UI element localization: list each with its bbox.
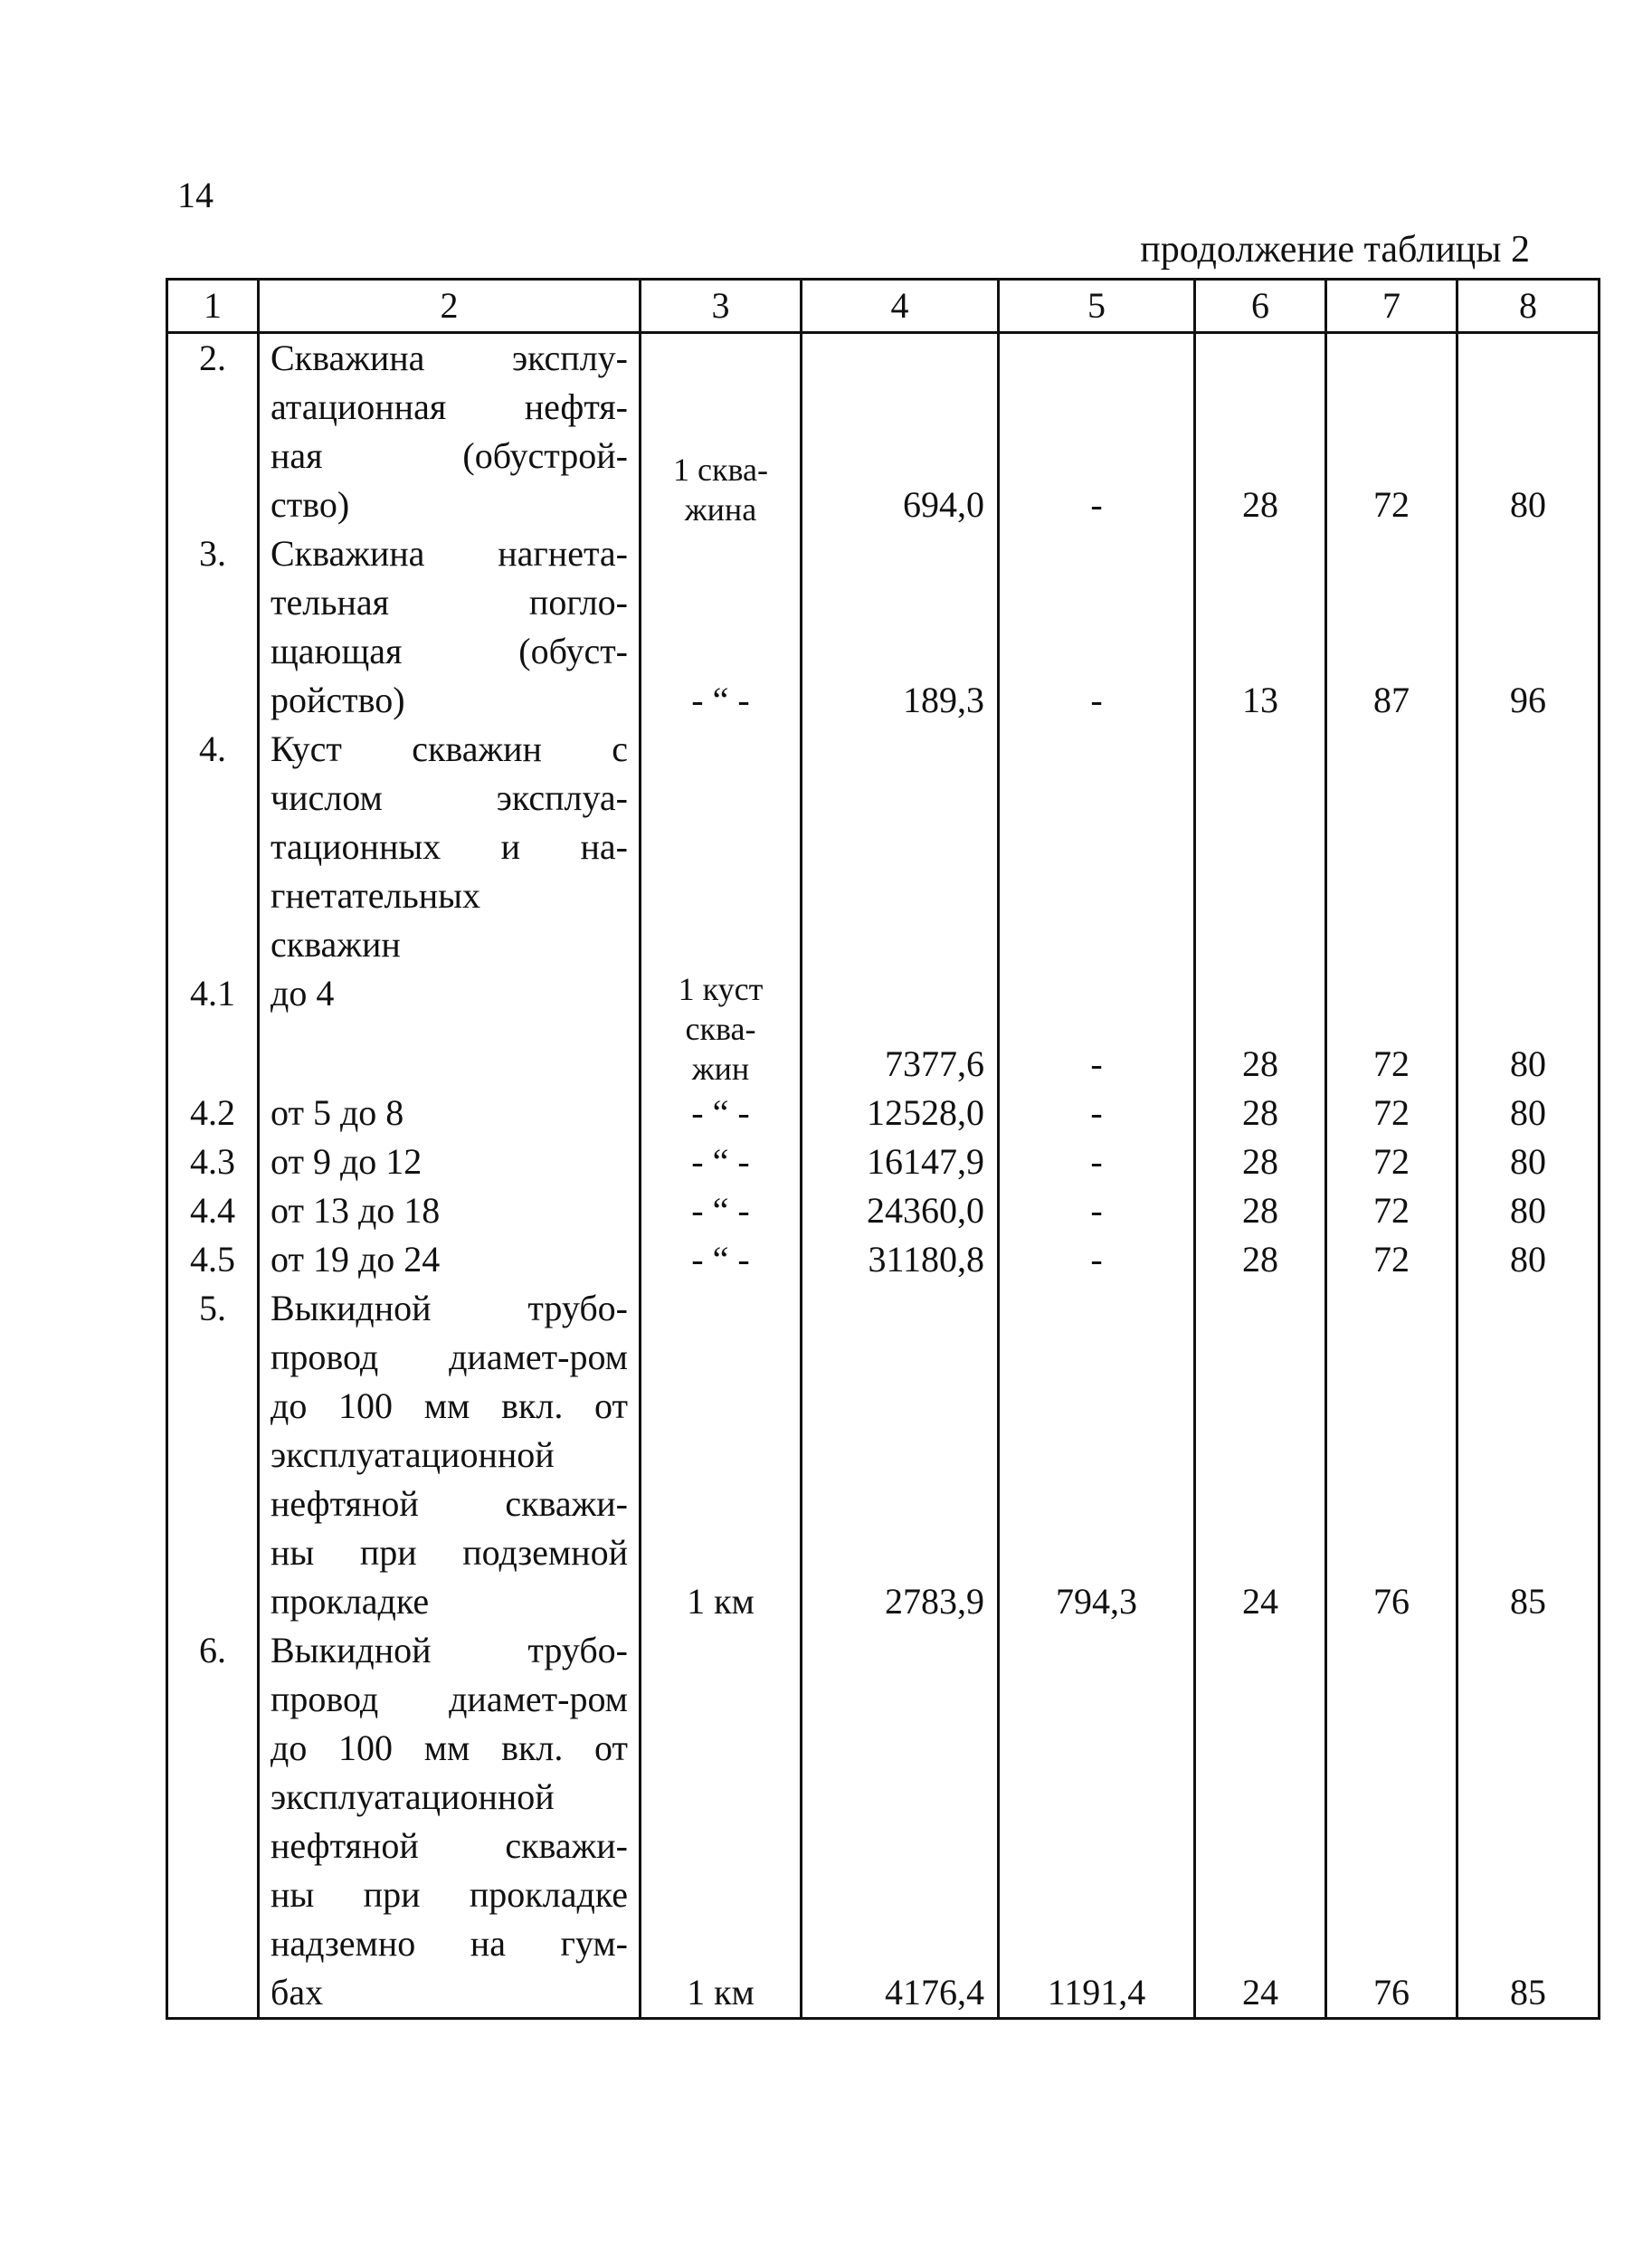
column-header: 3 (641, 280, 802, 333)
table-row (167, 1186, 1600, 1235)
name-line: до 4 (271, 973, 335, 1014)
name-line: ны при подземной (271, 1532, 628, 1573)
name-line: эксплуатационной (271, 1434, 555, 1475)
cell-col-5: - (999, 1089, 1195, 1137)
row-name (259, 529, 641, 725)
cell-col-5: 1191,4 (999, 1626, 1195, 2019)
cell-col-8: 80 (1457, 1235, 1600, 1284)
page-number: 14 (177, 175, 214, 215)
name-line: Скважина нагнета- (271, 533, 628, 574)
unit-line: 1 сква- (673, 452, 768, 488)
row-unit (641, 1089, 802, 1137)
cell-col-8: 85 (1457, 1284, 1600, 1626)
name-line: провод диамет-ром (271, 1337, 628, 1377)
row-number: 5. (167, 1284, 259, 1626)
row-number: 4.5 (167, 1235, 259, 1284)
row-number: 4.4 (167, 1186, 259, 1235)
cell-col-4: 24360,0 (802, 1186, 999, 1235)
cell-col-5 (999, 725, 1195, 969)
row-unit (641, 725, 802, 969)
table-row (167, 529, 1600, 725)
unit-line: - “ - (691, 1141, 750, 1182)
cell-col-5: - (999, 1137, 1195, 1186)
name-line: тационных и на- (271, 826, 628, 867)
cell-col-5: - (999, 969, 1195, 1089)
name-line: провод диамет-ром (271, 1679, 628, 1719)
unit-line: 1 куст (678, 971, 764, 1007)
unit-line: - “ - (691, 1092, 750, 1133)
cell-col-6 (1195, 725, 1326, 969)
cell-col-7 (1326, 725, 1457, 969)
name-line: эксплуатационной (271, 1776, 555, 1817)
cell-col-4: 694,0 (802, 333, 999, 530)
row-name (259, 969, 641, 1089)
header-row (167, 280, 1600, 333)
name-line: до 100 мм вкл. от (271, 1385, 628, 1426)
cell-col-7: 72 (1326, 1137, 1457, 1186)
name-line: надземно на гум- (271, 1923, 628, 1964)
cell-col-8 (1457, 725, 1600, 969)
cell-col-8: 80 (1457, 1089, 1600, 1137)
row-unit (641, 1626, 802, 2019)
name-line: от 19 до 24 (271, 1239, 441, 1280)
cell-col-6: 28 (1195, 333, 1326, 530)
unit-line: 1 км (687, 1581, 755, 1622)
name-line: от 13 до 18 (271, 1190, 441, 1231)
column-header: 7 (1326, 280, 1457, 333)
name-line: атационная нефтя- (271, 386, 628, 427)
table-row (167, 1137, 1600, 1186)
name-line: числом эксплуа- (271, 777, 628, 818)
row-unit (641, 1235, 802, 1284)
name-line: гнетательных (271, 875, 480, 916)
row-name (259, 333, 641, 530)
cell-col-8: 80 (1457, 969, 1600, 1089)
table-row (167, 1235, 1600, 1284)
name-line: прокладке (271, 1581, 430, 1622)
name-line: бах (271, 1972, 324, 2013)
name-line: ная (обустрой- (271, 435, 628, 476)
unit-line: жин (691, 1051, 750, 1087)
table-row (167, 1089, 1600, 1137)
cell-col-7: 72 (1326, 333, 1457, 530)
name-line: тельная погло- (271, 582, 628, 623)
table-caption: продолжение таблицы 2 (1140, 229, 1530, 271)
row-unit (641, 529, 802, 725)
table-row (167, 725, 1600, 969)
cell-col-6: 24 (1195, 1626, 1326, 2019)
table-row (167, 333, 1600, 530)
name-line: от 9 до 12 (271, 1141, 422, 1182)
name-line: нефтяной скважи- (271, 1825, 628, 1866)
column-header: 4 (802, 280, 999, 333)
table-row (167, 1284, 1600, 1626)
cell-col-4: 31180,8 (802, 1235, 999, 1284)
column-header: 2 (259, 280, 641, 333)
name-line: ство) (271, 484, 350, 525)
name-line: ны при прокладке (271, 1874, 628, 1915)
cell-col-7: 87 (1326, 529, 1457, 725)
column-header: 5 (999, 280, 1195, 333)
cell-col-4: 189,3 (802, 529, 999, 725)
cell-col-8: 80 (1457, 1137, 1600, 1186)
unit-line: сква- (685, 1011, 756, 1047)
row-name (259, 1626, 641, 2019)
cell-col-6: 28 (1195, 1137, 1326, 1186)
cell-col-5: - (999, 333, 1195, 530)
row-unit (641, 969, 802, 1089)
row-unit (641, 333, 802, 530)
row-unit (641, 1137, 802, 1186)
cell-col-4: 16147,9 (802, 1137, 999, 1186)
cell-col-5: 794,3 (999, 1284, 1195, 1626)
cell-col-7: 72 (1326, 1186, 1457, 1235)
row-number: 3. (167, 529, 259, 725)
cell-col-4: 4176,4 (802, 1626, 999, 2019)
cell-col-7: 76 (1326, 1284, 1457, 1626)
row-unit (641, 1186, 802, 1235)
name-line: Выкидной трубо- (271, 1630, 628, 1670)
row-number: 4.1 (167, 969, 259, 1089)
cell-col-6: 28 (1195, 1089, 1326, 1137)
unit-line: - “ - (691, 1239, 750, 1280)
row-name (259, 1089, 641, 1137)
name-line: до 100 мм вкл. от (271, 1727, 628, 1768)
cell-col-8: 85 (1457, 1626, 1600, 2019)
row-name (259, 725, 641, 969)
unit-line: - “ - (691, 680, 750, 720)
cell-col-5: - (999, 529, 1195, 725)
cell-col-7: 72 (1326, 1089, 1457, 1137)
name-line: Скважина эксплу- (271, 338, 628, 378)
column-header: 1 (167, 280, 259, 333)
column-header: 6 (1195, 280, 1326, 333)
row-name (259, 1284, 641, 1626)
column-header: 8 (1457, 280, 1600, 333)
cell-col-5: - (999, 1186, 1195, 1235)
cell-col-4: 7377,6 (802, 969, 999, 1089)
row-name (259, 1186, 641, 1235)
data-table (166, 278, 1600, 2020)
cell-col-8: 80 (1457, 1186, 1600, 1235)
table-row (167, 969, 1600, 1089)
row-number: 4.2 (167, 1089, 259, 1137)
cell-col-5: - (999, 1235, 1195, 1284)
row-number: 4. (167, 725, 259, 969)
name-line: нефтяной скважи- (271, 1483, 628, 1524)
row-number: 2. (167, 333, 259, 530)
cell-col-8: 96 (1457, 529, 1600, 725)
name-line: от 5 до 8 (271, 1092, 404, 1133)
table-row (167, 1626, 1600, 2019)
cell-col-4: 12528,0 (802, 1089, 999, 1137)
row-name (259, 1235, 641, 1284)
cell-col-4: 2783,9 (802, 1284, 999, 1626)
name-line: скважин (271, 924, 401, 965)
name-line: Выкидной трубо- (271, 1288, 628, 1328)
unit-line: - “ - (691, 1190, 750, 1231)
cell-col-6: 24 (1195, 1284, 1326, 1626)
cell-col-7: 76 (1326, 1626, 1457, 2019)
unit-line: 1 км (687, 1972, 755, 2013)
cell-col-6: 28 (1195, 1186, 1326, 1235)
name-line: Куст скважин с (271, 728, 628, 769)
row-unit (641, 1284, 802, 1626)
cell-col-7: 72 (1326, 969, 1457, 1089)
cell-col-7: 72 (1326, 1235, 1457, 1284)
row-name (259, 1137, 641, 1186)
cell-col-8: 80 (1457, 333, 1600, 530)
row-number: 4.3 (167, 1137, 259, 1186)
unit-line: жина (684, 491, 757, 528)
name-line: щающая (обуст- (271, 631, 628, 671)
cell-col-6: 13 (1195, 529, 1326, 725)
row-number: 6. (167, 1626, 259, 2019)
cell-col-6: 28 (1195, 1235, 1326, 1284)
name-line: ройство) (271, 680, 405, 720)
cell-col-6: 28 (1195, 969, 1326, 1089)
cell-col-4 (802, 725, 999, 969)
